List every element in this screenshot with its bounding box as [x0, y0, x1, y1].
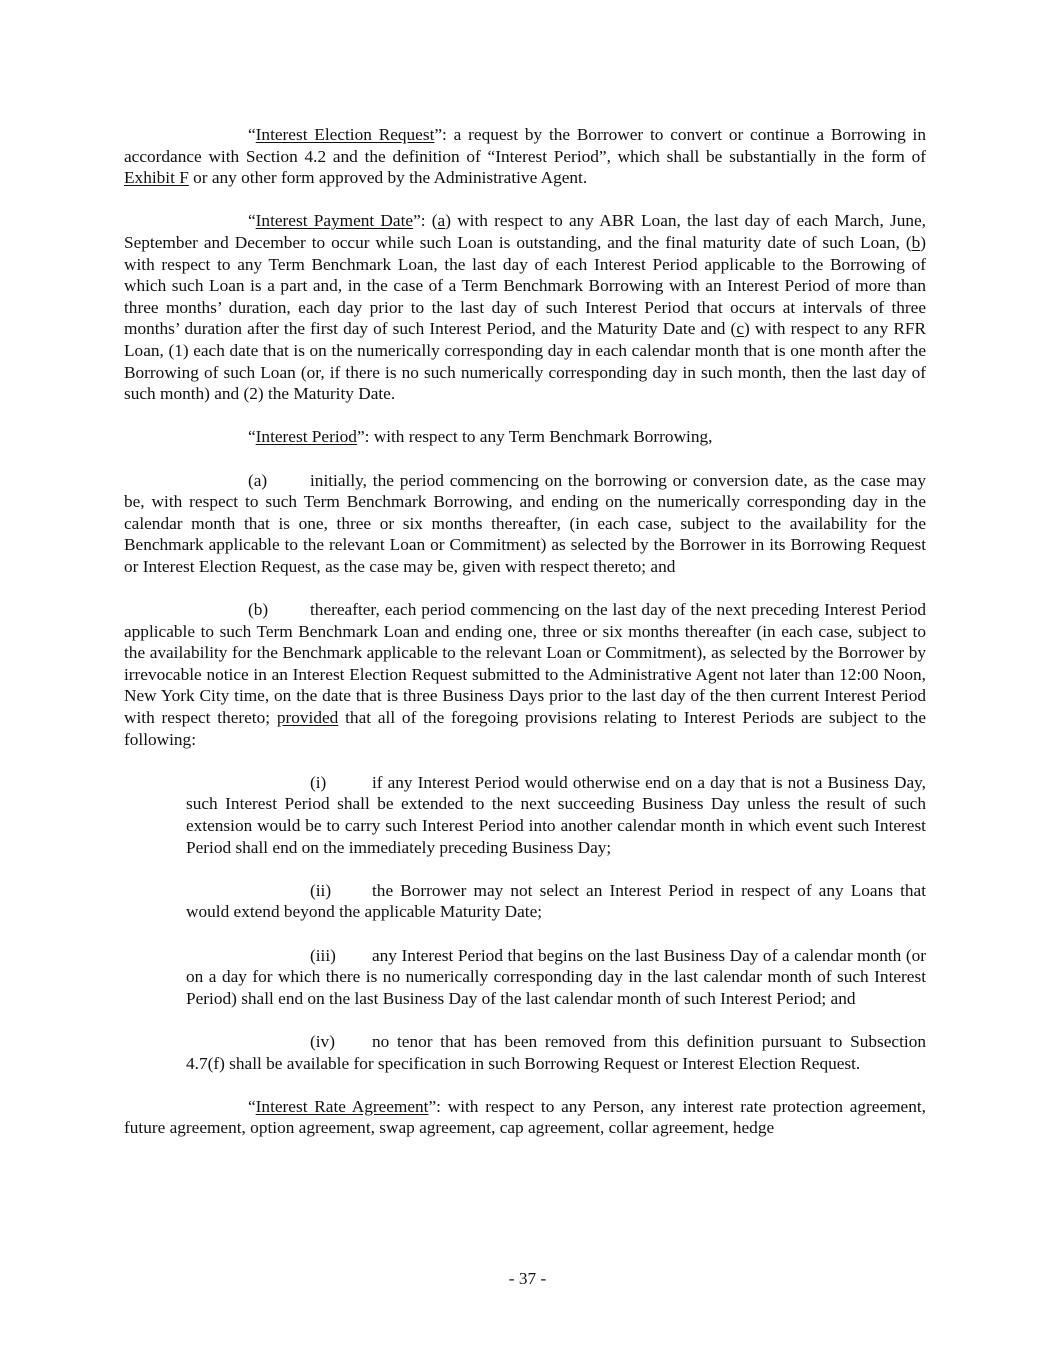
definition-text: ”: a request by the Borrower to convert or continue a Borrowing in accordance with Section 4.2 and the definition of “Interest Period”, which shall be substantially in the form of [124, 125, 926, 166]
clause-letter-a: a [437, 211, 446, 231]
definition-text: or any other form approved by the Administrative Agent. [188, 168, 588, 188]
clause-label: (b) [248, 600, 269, 620]
clause-letter-c: c [736, 319, 744, 339]
subclause-i [186, 772, 926, 858]
definition-text: ”: with respect to any Term Benchmark Borrowing, [356, 427, 713, 447]
clause-text: that all of the foregoing provisions relating to Interest Periods are subject to the following: [124, 708, 927, 749]
clause-a [124, 470, 926, 578]
subclause-text: the Borrower may not select an Interest Period in respect of any Loans that would extend beyond the applicable Maturity Date; [186, 880, 926, 922]
defined-term: Interest Rate Agreement [255, 1096, 429, 1116]
clause-text: thereafter, each period commencing on the last day of the next preceding Interest Period applicable to such Term Benchmark Loan and ending one, three or six months thereafter (in each case, subject to the availability for the Benchmark applicable to the relevant Loan or Commitment), as selected by the Borrower by irrevocable notice in an Interest Election Request submitted to the Administrative Agent not later than 12:00 Noon, New York City time, on the date that is three Business Days prior to the last day of the then current Interest Period with respect thereto; [124, 600, 926, 728]
definition-interest-period [124, 426, 926, 448]
subclause-label: (ii) [310, 880, 332, 900]
open-quote: “ [248, 427, 256, 447]
definition-interest-payment-date [124, 210, 926, 404]
open-quote: “ [248, 1096, 256, 1116]
definition-text: ) with respect to any Term Benchmark Loan, the last day of each Interest Period applicable to the Borrowing of which such Loan is a part and, in the case of a Term Benchmark Borrowing with an Interest Period of more than three months’ duration, each day prior to the last day of such Interest Period that occurs at intervals of three months’ duration after the first day of such Interest Period, and the Maturity Date and ( [124, 232, 926, 339]
clause-letter-b: b [911, 232, 921, 252]
definition-text: ) with respect to any ABR Loan, the last day of each March, June, September and December to occur while such Loan is outstanding, and the final maturity date of such Loan, ( [124, 211, 927, 252]
page-number: - 37 - [508, 1269, 547, 1288]
subclause-iii [186, 945, 926, 1010]
defined-term: Interest Election Request [255, 125, 435, 144]
definition-text: ”: with respect to any Person, any interest rate protection agreement, future agreement, option agreement, swap agreement, cap agreement, collar agreement, hedge [124, 1096, 926, 1138]
clause-text: initially, the period commencing on the borrowing or conversion date, as the case may be, with respect to such Term Benchmark Borrowing, and ending on the numerically corresponding day in the calendar month that is one, three or six months thereafter, (in each case, subject to the availability for the Benchmark applicable to the relevant Loan or Commitment) as selected by the Borrower in its Borrowing Request or Interest Election Request, as the case may be, given with respect thereto; and [124, 470, 926, 576]
clause-b [124, 599, 926, 750]
subclause-ii [186, 880, 926, 923]
subclause-label: (iii) [310, 945, 336, 965]
subclause-text: any Interest Period that begins on the last Business Day of a calendar month (or on a day for which there is no numerically corresponding day in the last calendar month of such Interest Period) shall end on the last Business Day of the last calendar month of such Interest Period; and [186, 945, 926, 1008]
subclause-label: (i) [310, 772, 327, 792]
subclause-iv [186, 1031, 926, 1074]
open-quote: “ [248, 125, 256, 144]
defined-term: Interest Period [255, 427, 357, 447]
definition-interest-rate-agreement [124, 1096, 926, 1139]
defined-term: Interest Payment Date [255, 211, 414, 231]
definition-interest-election-request [124, 124, 926, 189]
exhibit-reference: Exhibit F [124, 168, 189, 188]
subclause-text: if any Interest Period would otherwise end on a day that is not a Business Day, such Interest Period shall be extended to the next succeeding Business Day unless the result of such extension would be to carry such Interest Period into another calendar month in which event such Interest Period shall end on the immediately preceding Business Day; [186, 772, 926, 857]
definition-text: ”: ( [413, 211, 438, 231]
subclause-text: no tenor that has been removed from this definition pursuant to Subsection 4.7(f) shall be available for specification in such Borrowing Request or Interest Election Request. [186, 1031, 926, 1073]
definition-text: ) with respect to any RFR Loan, (1) each date that is on the numerically corresponding day in each calendar month that is one month after the Borrowing of such Loan (or, if there is no such numerically corresponding day in such month, then the last day of such month) and (2) the Maturity Date. [124, 319, 926, 404]
clause-label: (a) [248, 470, 268, 490]
provided-term: provided [276, 708, 339, 728]
open-quote: “ [248, 211, 256, 231]
document-page [124, 124, 926, 1161]
subclause-label: (iv) [310, 1031, 335, 1051]
